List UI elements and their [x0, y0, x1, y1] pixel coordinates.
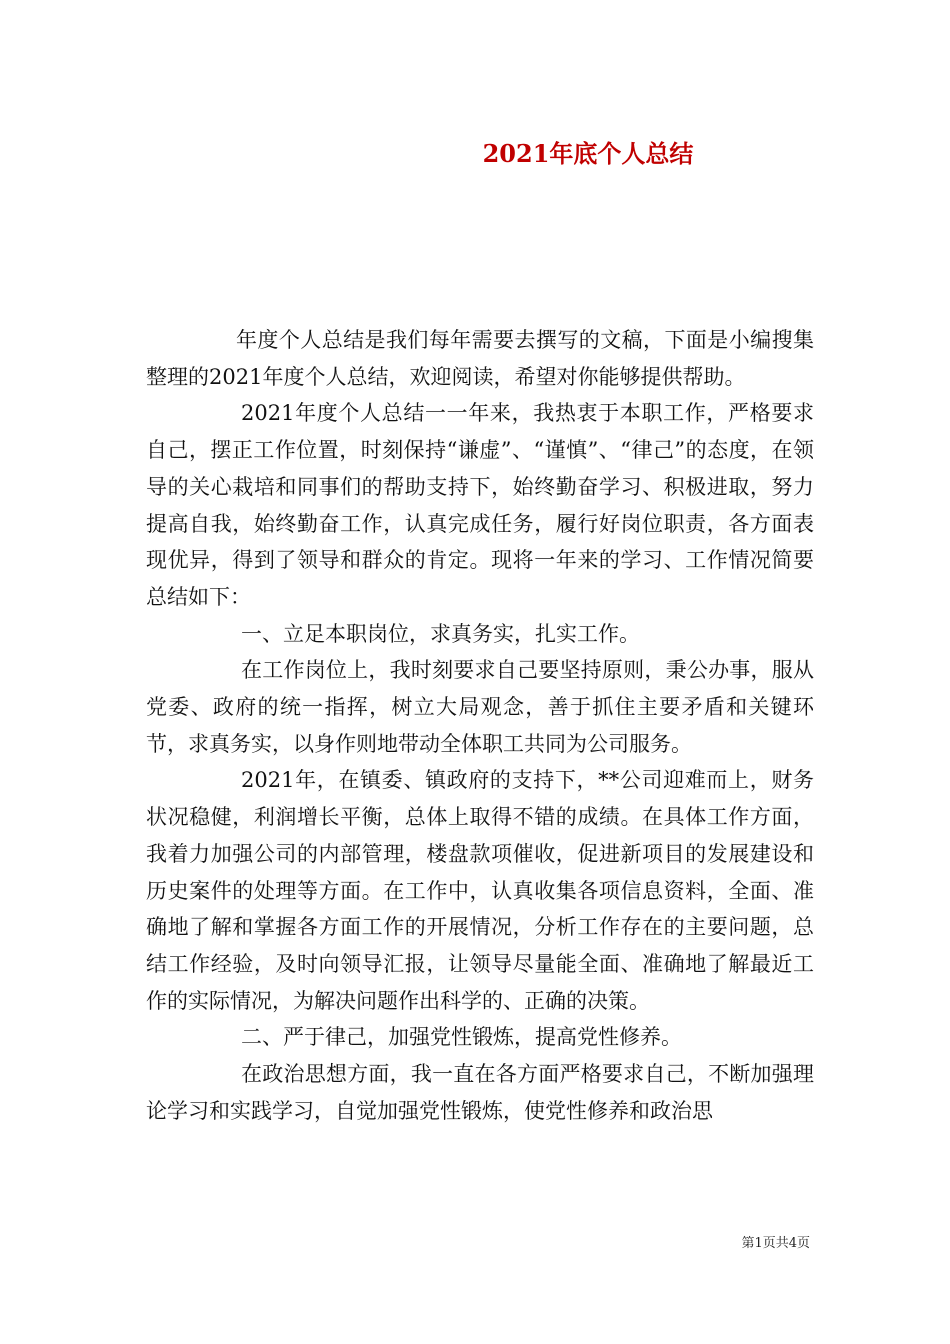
section-heading-1: 一、立足本职岗位，求真务实，扎实工作。 [241, 621, 640, 646]
document-body [146, 322, 814, 1129]
paragraph-work-position: 在工作岗位上，我时刻要求自己要坚持原则，秉公办事，服从党委、政府的统一指挥，树立大局观念，善于抓住主要矛盾和关键环节，求真务实，以身作则地带动全体职工共同为公司服务。 [146, 658, 814, 756]
paragraph-company-performance: 2021年，在镇委、镇政府的支持下，**公司迎难而上，财务状况稳健，利润增长平衡，总体上取得不错的成绩。在具体工作方面，我着力加强公司的内部管理，楼盘款项催收，促进新项目的发展建设和历史案件的处理等方面。在工作中，认真收集各项信息资料，全面、准确地了解和掌握各方面工作的开展情况，分析工作存在的主要问题，总结工作经验，及时向领导汇报，让领导尽量能全面、准确地了解最近工作的实际情况，为解决问题作出科学的、正确的决策。 [146, 768, 814, 1013]
paragraph-political-thought: 在政治思想方面，我一直在各方面严格要求自己，不断加强理论学习和实践学习，自觉加强党性锻炼，使党性修养和政治思 [146, 1062, 814, 1123]
page-footer: 第1页共4页 [741, 1236, 810, 1251]
section-heading-2: 二、严于律己，加强党性锻炼，提高党性修养。 [241, 1025, 682, 1050]
paragraph-overview: 2021年度个人总结一一年来，我热衷于本职工作，严格要求自己，摆正工作位置，时刻保持“谦虚”、“谨慎”、“律己”的态度，在领导的关心栽培和同事们的帮助支持下，始终勤奋学习、积极进取，努力提高自我，始终勤奋工作，认真完成任务，履行好岗位职责，各方面表现优异，得到了领导和群众的肯定。现将一年来的学习、工作情况简要总结如下： [146, 401, 814, 609]
paragraph-intro: 年度个人总结是我们每年需要去撰写的文稿，下面是小编搜集整理的2021年度个人总结，欢迎阅读，希望对你能够提供帮助。 [146, 328, 814, 389]
document-title: 2021年底个人总结 [482, 139, 694, 168]
